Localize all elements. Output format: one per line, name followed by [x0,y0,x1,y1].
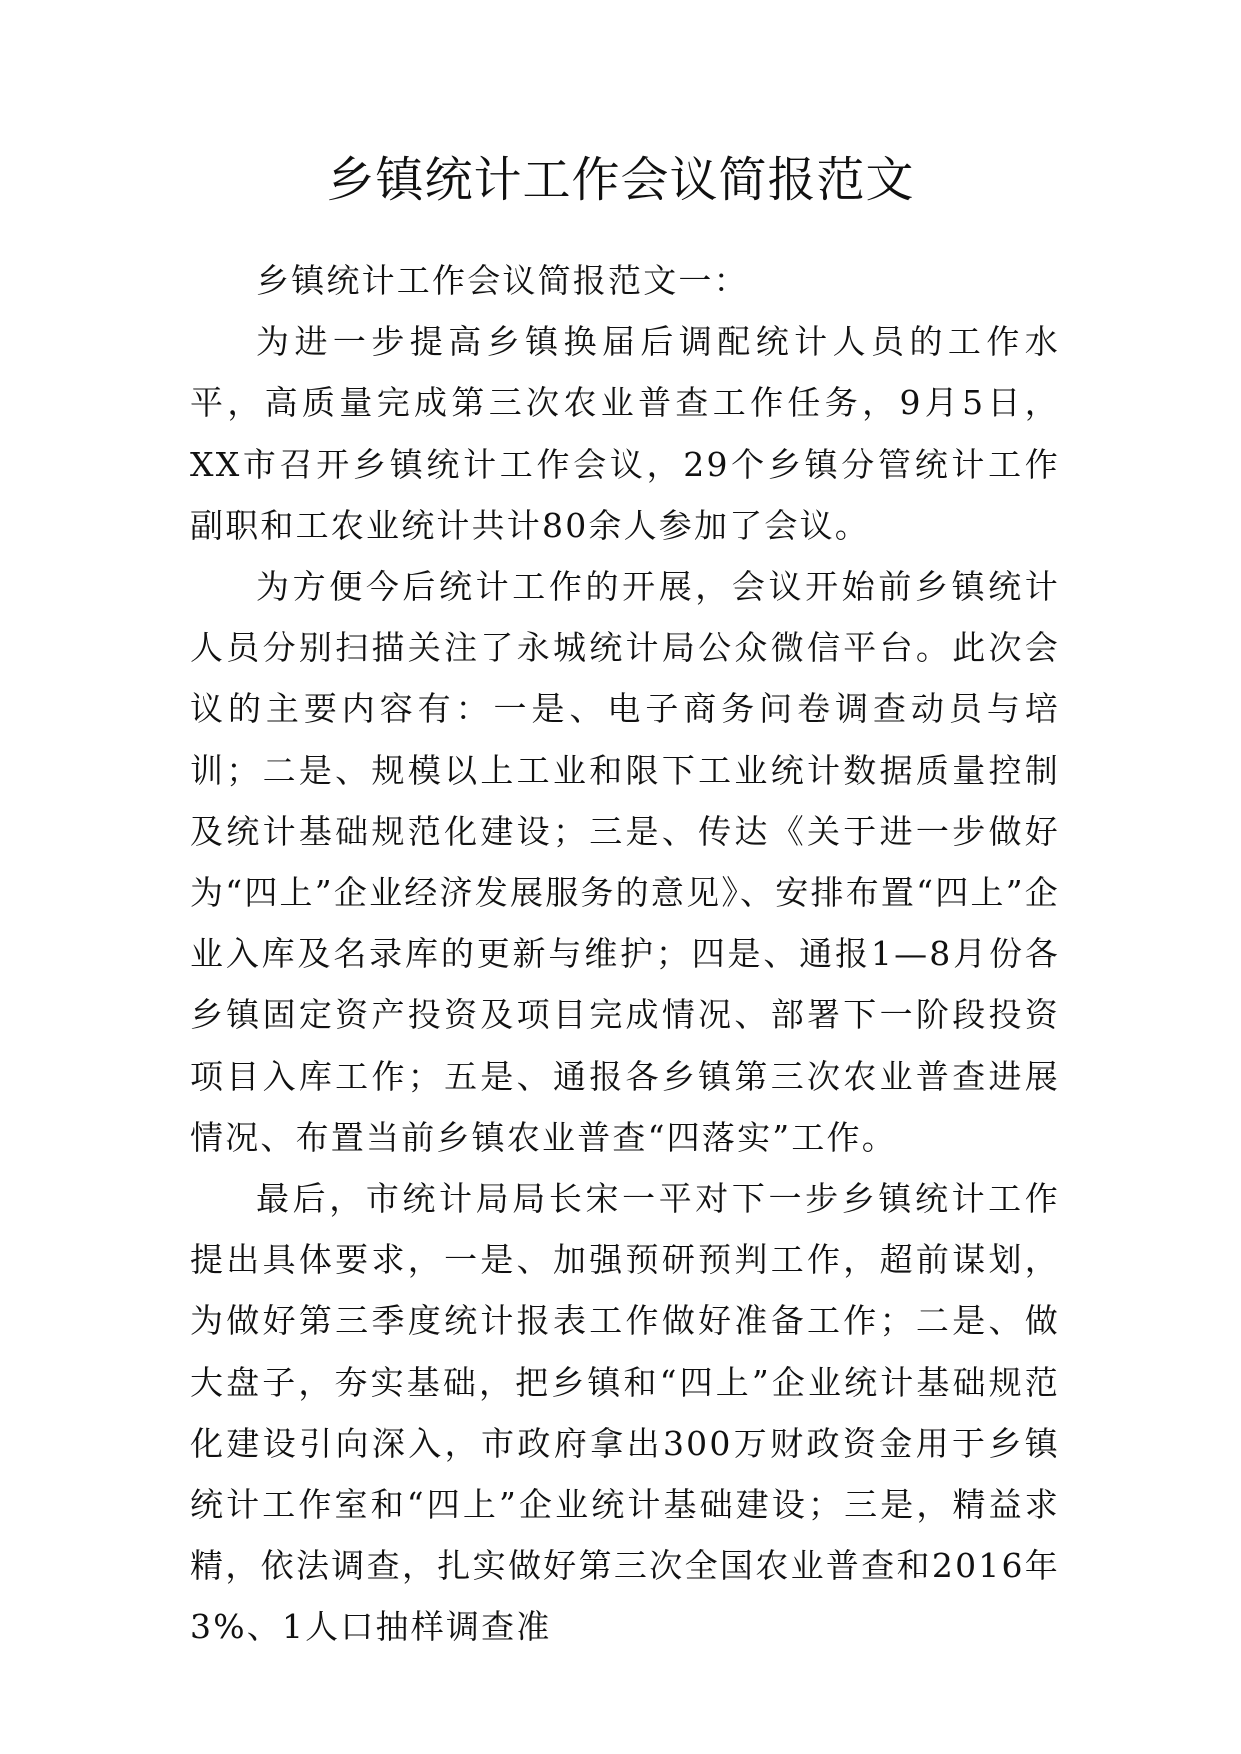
paragraph-2: 为方便今后统计工作的开展，会议开始前乡镇统计人员分别扫描关注了永城统计局公众微信平台。此次会议的主要内容有：一是、电子商务问卷调查动员与培训；二是、规模以上工业和限下工业统计数据质量控制及统计基础规范化建设；三是、传达《关于进一步做好为“四上”企业经济发展服务的意见》、安排布置“四上”企业入库及名录库的更新与维护；四是、通报1—8月份各乡镇固定资产投资及项目完成情况、部署下一阶段投资项目入库工作；五是、通报各乡镇第三次农业普查进展情况、布置当前乡镇农业普查“四落实”工作。 [190,567,1060,1157]
paragraph-1: 为进一步提高乡镇换届后调配统计人员的工作水平，高质量完成第三次农业普查工作任务，9月5日，XX市召开乡镇统计工作会议，29个乡镇分管统计工作副职和工农业统计共计80余人参加了会议。 [190,322,1060,545]
section-heading: 乡镇统计工作会议简报范文一： [256,261,749,300]
document-body [190,250,1060,1658]
paragraph-3: 最后，市统计局局长宋一平对下一步乡镇统计工作提出具体要求，一是、加强预研预判工作，超前谋划，为做好第三季度统计报表工作做好准备工作；二是、做大盘子，夯实基础，把乡镇和“四上”企业统计基础规范化建设引向深入，市政府拿出300万财政资金用于乡镇统计工作室和“四上”企业统计基础建设；三是，精益求精，依法调查，扎实做好第三次全国农业普查和2016年3%、1人口抽样调查准 [190,1179,1060,1647]
document-title: 乡镇统计工作会议简报范文 [326,152,915,208]
